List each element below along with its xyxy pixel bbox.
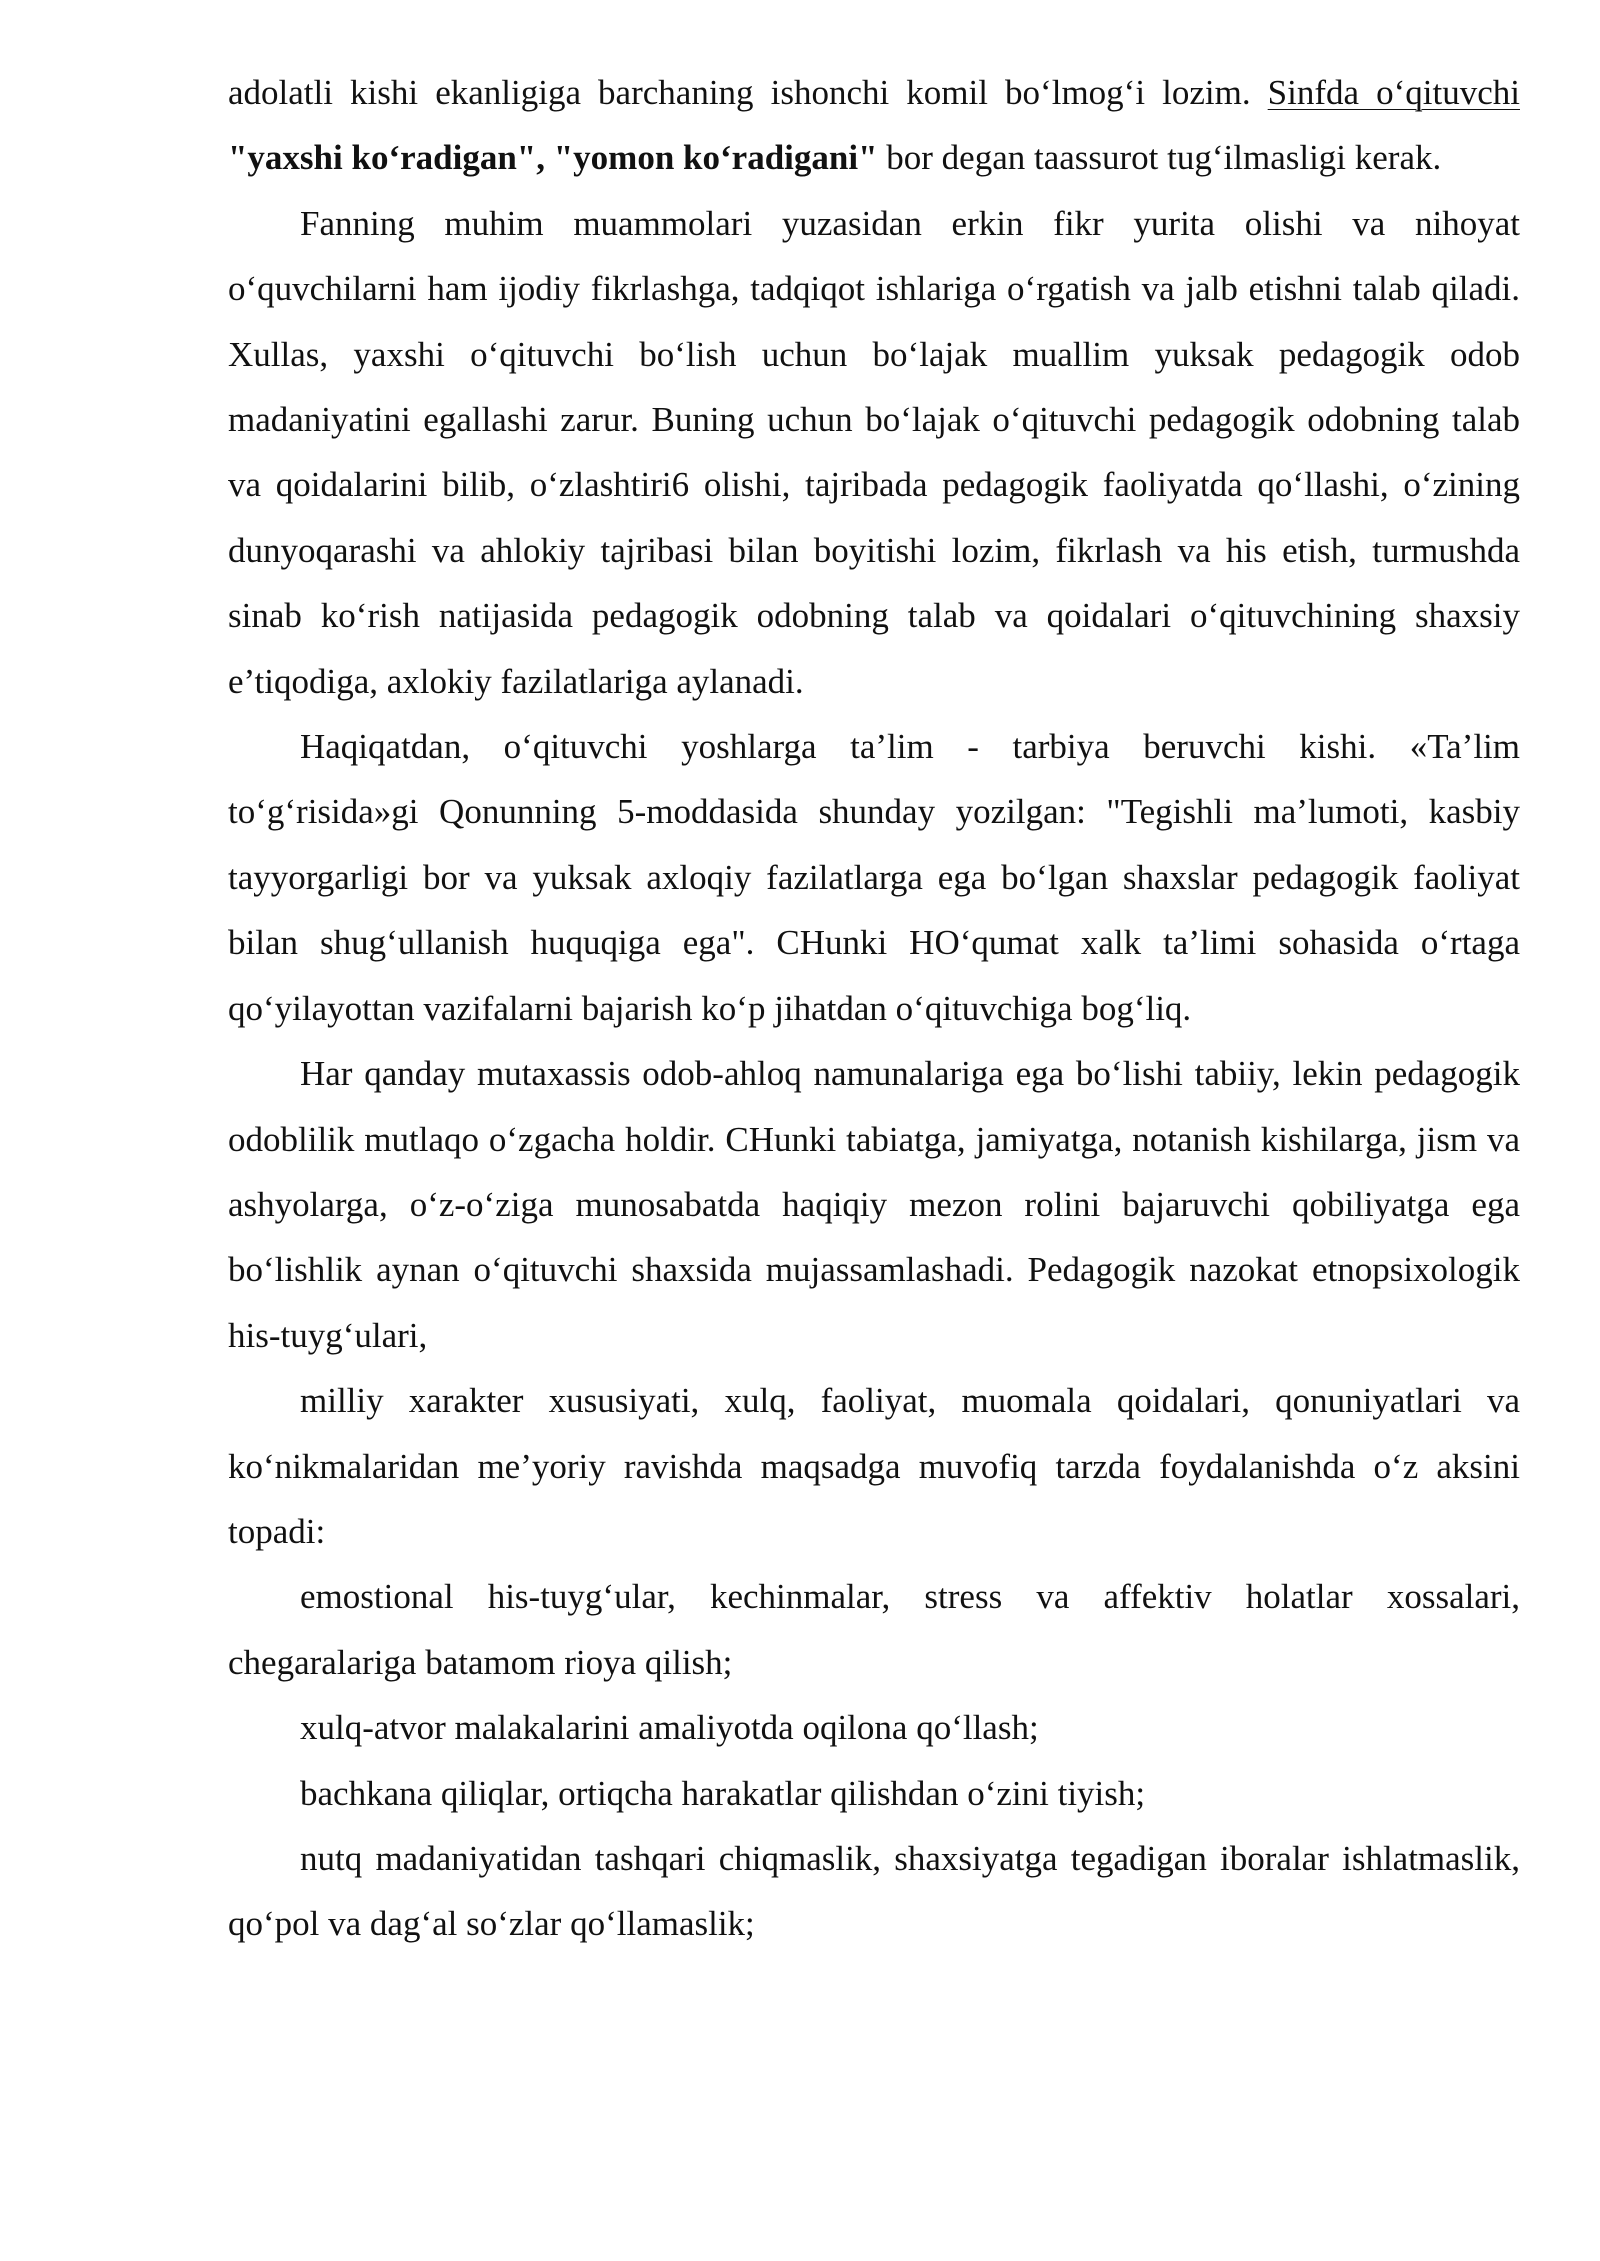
bold-phrase: "yaxshi ko‘radigan", "yomon ko‘radigani" [228, 138, 878, 178]
paragraph-continuation [228, 60, 1520, 191]
document-page [228, 60, 1520, 1957]
paragraph: milliy xarakter xususiyati, xulq, faoliyat, muomala qoidalari, qonuniyatlari va ko‘nikmalaridan me’yoriy ravishda maqsadga muvofiq tarzda foydalanishda o‘z aksini topadi: [228, 1381, 1520, 1551]
paragraph: Fanning muhim muammolari yuzasidan erkin fikr yurita olishi va nihoyat o‘quvchilarni ham ijodiy fikrlashga, tadqiqot ishlariga o‘rgatish va jalb etishni talab qiladi. Xullas, yaxshi o‘qituvchi bo‘lish uchun bo‘lajak muallim yuksak pedagogik odob madaniyatini egallashi zarur. Buning uchun bo‘lajak o‘qituvchi pedagogik odobning talab va qoidalarini bilib, o‘zlashtiri6 olishi, tajribada pedagogik faoliyatda qo‘llashi, o‘zining dunyoqarashi va ahlokiy tajribasi bilan boyitishi lozim, fikrlash va his etish, turmushda sinab ko‘rish natijasida pedagogik odobning talab va qoidalari o‘qituvchining shaxsiy e’tiqodiga, axlokiy fazilatlariga aylanadi. [228, 203, 1520, 701]
list-item: bachkana qiliqlar, ortiqcha harakatlar qilishdan o‘zini tiyish; [300, 1773, 1146, 1813]
paragraph: Har qanday mutaxassis odob-ahloq namunalariga ega bo‘lishi tabiiy, lekin pedagogik odoblilik mutlaqo o‘zgacha holdir. CHunki tabiatga, jamiyatga, notanish kishilarga, jism va ashyolarga, o‘z-o‘ziga munosabatda haqiqiy mezon rolini bajaruvchi qobiliyatga ega bo‘lishlik aynan o‘qituvchi shaxsida mujassamlashadi. Pedagogik nazokat etnopsixologik his-tuyg‘ulari, [228, 1054, 1520, 1355]
list-item: emostional his-tuyg‘ular, kechinmalar, stress va affektiv holatlar xossalari, chegaralariga batamom rioya qilish; [228, 1577, 1520, 1682]
text-run: bor degan taassurot tug‘ilmasligi kerak. [877, 138, 1442, 178]
list-item: nutq madaniyatidan tashqari chiqmaslik, shaxsiyatga tegadigan iboralar ishlatmaslik, qo‘pol va dag‘al so‘zlar qo‘llamaslik; [228, 1838, 1520, 1944]
text-run: adolatli kishi ekanligiga barchaning ishonchi komil bo‘lmog‘i lozim. [228, 73, 1268, 112]
paragraph: Haqiqatdan, o‘qituvchi yoshlarga ta’lim - tarbiya beruvchi kishi. «Ta’lim to‘g‘risida»gi Qonunning 5-moddasida shunday yozilgan: "Tegishli ma’lumoti, kasbiy tayyorgarligi bor va yuksak axloqiy fazilatlarga ega bo‘lgan shaxslar pedagogik faoliyat bilan shug‘ullanish huquqiga ega". CHunki HO‘qumat xalk ta’limi sohasida o‘rtaga qo‘yilayottan vazifalarni bajarish ko‘p jihatdan o‘qituvchiga bog‘liq. [228, 727, 1520, 1028]
underlined-phrase: Sinfda o‘qituvchi [1267, 73, 1520, 112]
list-item: xulq-atvor malakalarini amaliyotda oqilona qo‘llash; [300, 1708, 1039, 1748]
